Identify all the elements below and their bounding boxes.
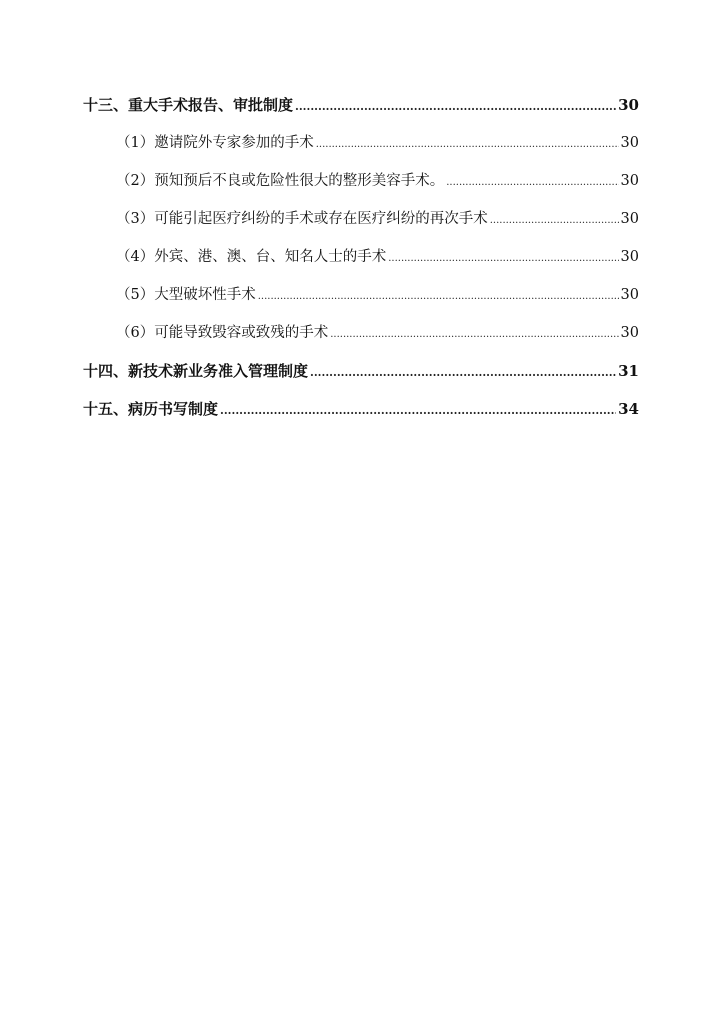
dot-leader: [490, 210, 619, 232]
toc-entry-14[interactable]: [83, 360, 639, 398]
toc-page-number: 30: [618, 96, 639, 114]
toc-page-number: 30: [620, 173, 639, 189]
toc-entry-title: 十四、新技术新业务准入管理制度: [83, 362, 309, 380]
toc-entry-13-3[interactable]: [83, 208, 639, 246]
toc-entry-title: （4）外宾、港、澳、台、知名人士的手术: [116, 249, 387, 265]
toc-entry-title: （5）大型破坏性手术: [116, 287, 256, 303]
dot-leader: [220, 400, 616, 422]
table-of-contents: [83, 94, 639, 436]
toc-entry-title: （2）预知预后不良或危险性很大的整形美容手术。: [116, 173, 445, 189]
toc-entry-13-1[interactable]: [83, 132, 639, 170]
toc-page-number: 30: [620, 135, 639, 151]
toc-entry-title: （3）可能引起医疗纠纷的手术或存在医疗纠纷的再次手术: [116, 211, 488, 227]
dot-leader: [295, 96, 616, 118]
toc-page-number: 30: [620, 287, 639, 303]
dot-leader: [258, 286, 619, 308]
toc-page-number: 34: [618, 400, 639, 418]
toc-page-number: 30: [620, 325, 639, 341]
toc-entry-title: 十三、重大手术报告、审批制度: [83, 96, 294, 114]
toc-entry-title: 十五、病历书写制度: [83, 400, 219, 418]
toc-page-number: 30: [620, 211, 639, 227]
toc-entry-15[interactable]: [83, 398, 639, 436]
toc-entry-13-4[interactable]: [83, 246, 639, 284]
dot-leader: [446, 172, 618, 194]
toc-page-number: 31: [618, 362, 639, 380]
toc-entry-title: （6）可能导致毁容或致残的手术: [116, 325, 329, 341]
dot-leader: [316, 134, 619, 156]
dot-leader: [330, 324, 618, 346]
toc-entry-13-6[interactable]: [83, 322, 639, 360]
dot-leader: [388, 248, 618, 270]
dot-leader: [310, 362, 616, 384]
toc-entry-13-5[interactable]: [83, 284, 639, 322]
toc-entry-title: （1）邀请院外专家参加的手术: [116, 135, 314, 151]
toc-entry-13-2[interactable]: [83, 170, 639, 208]
toc-page-number: 30: [620, 249, 639, 265]
toc-entry-13[interactable]: [83, 94, 639, 132]
